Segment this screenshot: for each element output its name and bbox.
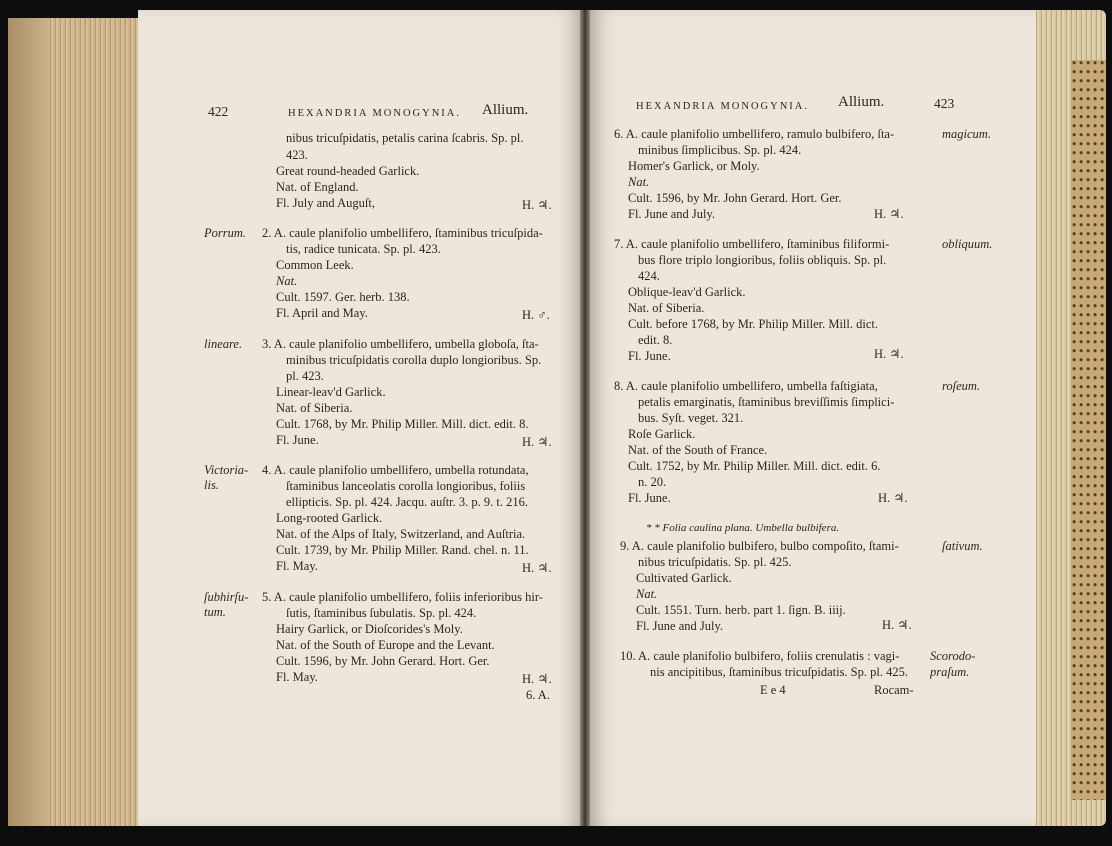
right-page-line: H. ♃. <box>878 491 908 505</box>
right-page-line: H. ♃. <box>874 347 904 361</box>
left-page-line: 3. A. caule planifolio umbellifero, umbella globoſa, ſta- <box>262 337 539 351</box>
left-page-line: ſubhirſu- <box>204 590 249 604</box>
right-page-line: magicum. <box>942 127 991 141</box>
left-running-head: HEXANDRIA MONOGYNIA. <box>288 108 461 119</box>
left-page-line: lineare. <box>204 337 243 351</box>
left-page-line: Cult. 1739, by Mr. Philip Miller. Rand. chel. n. 11. <box>276 543 529 557</box>
right-page-line: Fl. June and July. <box>636 619 724 633</box>
right-page-line: 10. A. caule planifolio bulbifero, foliis crenulatis : vagi- <box>620 649 900 663</box>
right-running-head: HEXANDRIA MONOGYNIA. <box>636 101 809 112</box>
left-page-line: 2. A. caule planifolio umbellifero, ſtaminibus tricuſpida- <box>262 226 543 240</box>
left-page-line: H. ♃. <box>522 435 552 449</box>
left-page-line: ellipticis. Sp. pl. 424. Jacqu. auſtr. 3. p. 9. t. 216. <box>286 495 528 509</box>
right-page-line: bus flore triplo longioribus, foliis obliquis. Sp. pl. <box>638 253 887 267</box>
left-page-line: tis, radice tunicata. Sp. pl. 423. <box>286 242 441 256</box>
right-page-line: edit. 8. <box>638 333 673 347</box>
left-page-line: H. ♂. <box>522 308 550 322</box>
left-page-line: 5. A. caule planifolio umbellifero, foliis inferioribus hir- <box>262 590 543 604</box>
right-page-line: Nat. <box>628 175 650 189</box>
right-page-line: Rocam- <box>874 683 914 697</box>
left-page-line: H. ♃. <box>522 672 552 686</box>
left-page-edges <box>8 18 140 826</box>
left-page-line: 423. <box>286 148 308 162</box>
right-page-line: * * Folia caulina plana. Umbella bulbifera. <box>646 522 840 534</box>
left-page-line: lis. <box>204 478 219 492</box>
right-page-line: 7. A. caule planifolio umbellifero, ſtaminibus filiformi- <box>614 237 890 251</box>
left-page-line: Hairy Garlick, or Dioſcorides's Moly. <box>276 622 463 636</box>
left-page-line: tum. <box>204 605 226 619</box>
right-page-line: 8. A. caule planifolio umbellifero, umbella faſtigiata, <box>614 379 878 393</box>
left-page-line: Nat. of the South of Europe and the Levant. <box>276 638 495 652</box>
left-page-line: Victoria- <box>204 463 249 477</box>
right-page-number: 423 <box>934 96 955 111</box>
right-page-line: Homer's Garlick, or Moly. <box>628 159 760 173</box>
left-page-line: Long-rooted Garlick. <box>276 511 383 525</box>
right-page-line: 424. <box>638 269 660 283</box>
left-page-line: Porrum. <box>204 226 247 240</box>
right-page-line: Cult. 1752, by Mr. Philip Miller. Mill. dict. edit. 6. <box>628 459 881 473</box>
left-page-line: Cult. 1596, by Mr. John Gerard. Hort. Ger. <box>276 654 490 668</box>
left-page-line: Fl. April and May. <box>276 306 368 320</box>
right-page-line: roſeum. <box>942 379 981 393</box>
right-page-line: E e 4 <box>760 683 786 697</box>
right-page-line: nibus tricuſpidatis. Sp. pl. 425. <box>638 555 792 569</box>
right-page-line: H. ♃. <box>882 618 912 632</box>
left-page-line: Nat. of the Alps of Italy, Switzerland, and Auſtria. <box>276 527 526 541</box>
left-page-line: H. ♃. <box>522 561 552 575</box>
right-page-line: H. ♃. <box>874 207 904 221</box>
right-page-line: praſum. <box>930 665 970 679</box>
right-page-line: n. 20. <box>638 475 667 489</box>
left-page-line: Cult. 1597. Ger. herb. 138. <box>276 290 410 304</box>
left-page-line: ſtaminibus lanceolatis corolla longioribus, foliis <box>286 479 526 493</box>
right-page-line: Cult. 1551. Turn. herb. part 1. ſign. B. iiij. <box>636 603 846 617</box>
left-page-line: Fl. May. <box>276 559 318 573</box>
right-page-line: Fl. June. <box>628 491 671 505</box>
right-page-line: 6. A. caule planifolio umbellifero, ramulo bulbifero, ſta- <box>614 127 895 141</box>
left-page-line: Linear-leav'd Garlick. <box>276 385 386 399</box>
right-page-line: nis ancipitibus, ſtaminibus tricuſpidatis. Sp. pl. 425. <box>650 665 908 679</box>
left-page-line: H. ♃. <box>522 198 552 212</box>
right-page-line: Scorodo- <box>930 649 976 663</box>
right-page-line: 9. A. caule planifolio bulbifero, bulbo compoſito, ſtami- <box>620 539 899 553</box>
right-page-line: Roſe Garlick. <box>628 427 696 441</box>
left-page-line: pl. 423. <box>286 369 324 383</box>
right-page-line: obliquum. <box>942 237 993 251</box>
left-running-genus: Allium. <box>482 102 529 118</box>
right-page-line: ſativum. <box>942 539 983 553</box>
marbled-cover <box>1072 60 1106 800</box>
right-page-line: Cultivated Garlick. <box>636 571 732 585</box>
left-page-line: minibus tricuſpidatis corolla duplo longioribus. Sp. <box>286 353 542 367</box>
right-page-line: bus. Syſt. veget. 321. <box>638 411 744 425</box>
book-gutter <box>580 10 590 826</box>
right-page-line: petalis emarginatis, ſtaminibus breviſſimis ſimplici- <box>638 395 895 409</box>
left-page-line: Fl. May. <box>276 670 318 684</box>
left-page-line: Fl. June. <box>276 433 319 447</box>
left-page-line: Great round-headed Garlick. <box>276 164 420 178</box>
left-page-line: ſutis, ſtaminibus ſubulatis. Sp. pl. 424. <box>286 606 477 620</box>
left-page-line: Common Leek. <box>276 258 354 272</box>
left-page-line: 4. A. caule planifolio umbellifero, umbella rotundata, <box>262 463 529 477</box>
right-page-line: Cult. 1596, by Mr. John Gerard. Hort. Ger. <box>628 191 842 205</box>
right-running-genus: Allium. <box>838 94 885 110</box>
right-page-line: Nat. <box>636 587 658 601</box>
left-page-line: nibus tricuſpidatis, petalis carina ſcabris. Sp. pl. <box>286 131 524 145</box>
left-page-line: Cult. 1768, by Mr. Philip Miller. Mill. dict. edit. 8. <box>276 417 529 431</box>
right-page-line: Nat. of Siberia. <box>628 301 705 315</box>
right-page-line: Fl. June. <box>628 349 671 363</box>
right-page-line: minibus ſimplicibus. Sp. pl. 424. <box>638 143 802 157</box>
right-page-line: Oblique-leav'd Garlick. <box>628 285 746 299</box>
left-page-line: 6. A. <box>526 688 550 702</box>
left-page-number: 422 <box>208 104 229 119</box>
left-page-line: Nat. <box>276 274 298 288</box>
right-page-line: Cult. before 1768, by Mr. Philip Miller. Mill. dict. <box>628 317 878 331</box>
left-page-line: Nat. of England. <box>276 180 359 194</box>
right-page-line: Fl. June and July. <box>628 207 716 221</box>
left-page-line: Fl. July and Auguſt, <box>276 196 375 210</box>
left-page-line: Nat. of Siberia. <box>276 401 353 415</box>
right-page-line: Nat. of the South of France. <box>628 443 768 457</box>
